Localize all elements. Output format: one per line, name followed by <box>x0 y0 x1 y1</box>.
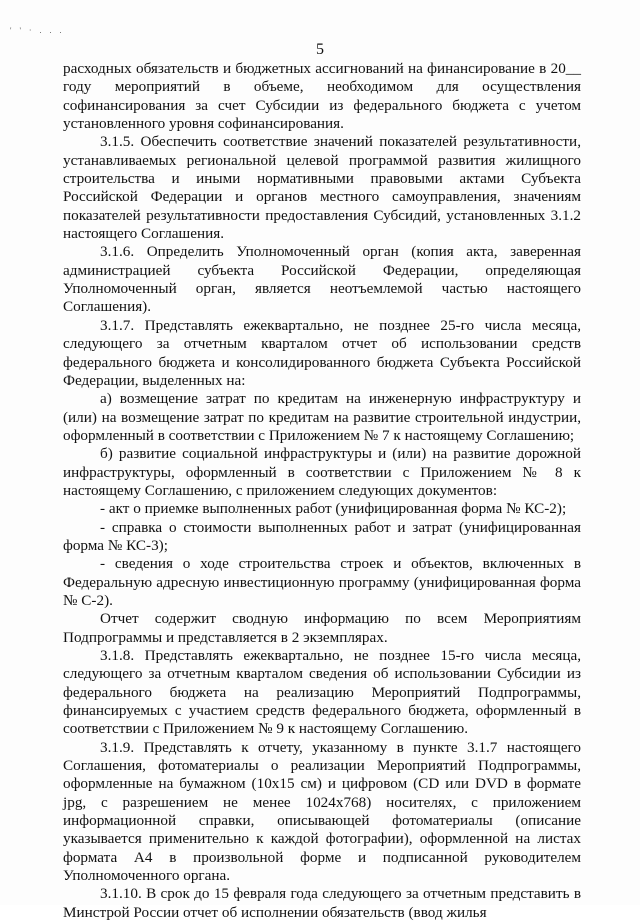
paragraph: - сведения о ходе строительства строек и объектов, включенных в Федеральную адресную инвестиционную программу (унифицированная форма № С-2). <box>63 555 581 609</box>
paragraph: 3.1.8. Представлять ежеквартально, не позднее 15-го числа месяца, следующего за отчетным кварталом сведения об использовании Субсидии из федерального бюджета на реализацию Мероприятий Подпрограммы, финансируемых с участием средств федерального бюджета, оформленный в соответствии с Приложением № 9 к настоящему Соглашению. <box>63 647 581 738</box>
paragraph: 3.1.5. Обеспечить соответствие значений показателей результативности, устанавливаемых региональной целевой программой развития жилищного строительства и иными нормативными правовыми актами Субъекта Российской Федерации и органов местного самоуправления, значениям показателей результативности предоставления Субсидий, установленных 3.1.2 настоящего Соглашения. <box>63 133 581 243</box>
paragraph: - справка о стоимости выполненных работ и затрат (унифицированная форма № КС-3); <box>63 518 581 554</box>
page-number: 5 <box>316 41 324 58</box>
body-text <box>63 60 581 922</box>
paragraph: б) развитие социальной инфраструктуры и (или) на развитие дорожной инфраструктуры, оформленный в соответствии с Приложением № 8 к настоящему Соглашению, с приложением следующих документов: <box>63 445 581 499</box>
paragraph: 3.1.9. Представлять к отчету, указанному в пункте 3.1.7 настоящего Соглашения, фотоматериалы о реализации Мероприятий Подпрограммы, оформленные на бумажном (10x15 см) и цифровом (CD или DVD в формате jpg, с разрешением не менее 1024x768) носителях, с приложением информационной справки, описывающей фотоматериалы (описание указывается применительно к каждой фотографии), оформленной на листах формата А4 в произвольной форме и подписанной руководителем Уполномоченного органа. <box>63 738 581 885</box>
paragraph: 3.1.7. Представлять ежеквартально, не позднее 25-го числа месяца, следующего за отчетным кварталом отчет об использовании средств федерального бюджета и консолидированного бюджета Субъекта Российской Федерации, выделенных на: <box>63 316 581 389</box>
paragraph: 3.1.6. Определить Уполномоченный орган (копия акта, заверенная администрацией субъекта Российской Федерации, определяющая Уполномоченный орган, является неотъемлемой частью настоящего Соглашения). <box>63 243 581 316</box>
paragraph: расходных обязательств и бюджетных ассигнований на финансирование в 20__ году мероприятий в объеме, необходимом для осуществления софинансирования за счет Субсидии из федерального бюджета с учетом установленного уровня софинансирования. <box>63 60 581 133</box>
paragraph: Отчет содержит сводную информацию по всем Мероприятиям Подпрограммы и представляется в 2 экземплярах. <box>63 610 581 646</box>
paragraph: 3.1.10. В срок до 15 февраля года следующего за отчетным представить в Минстрой России отчет об исполнении обязательств (ввод жилья <box>63 885 581 921</box>
paragraph: - акт о приемке выполненных работ (унифицированная форма № КС-2); <box>100 500 567 518</box>
paragraph: а) возмещение затрат по кредитам на инженерную инфраструктуру и (или) на возмещение затрат по кредитам на развитие строительной индустрии, оформленный в соответствии с Приложением № 7 к настоящему Соглашению; <box>63 390 581 444</box>
scan-marks: ' ' · . . . <box>10 26 65 35</box>
